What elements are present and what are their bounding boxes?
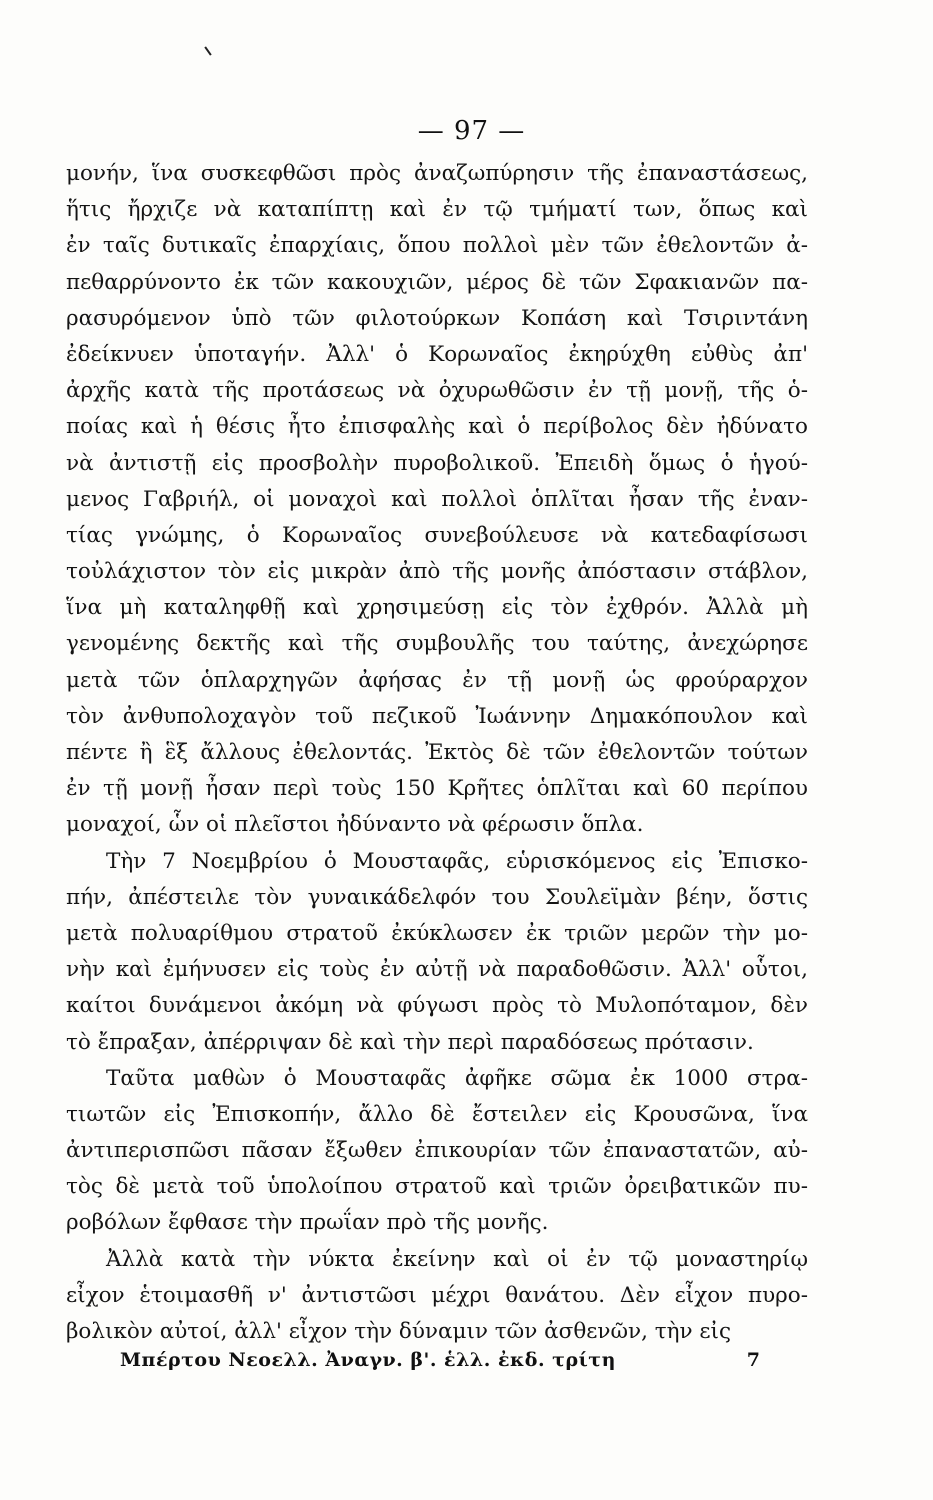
text-line: ἐδείκνυεν ὑποταγήν. Ἀλλ' ὁ Κορωναῖος ἐκηρύχθη εὐθὺς ἀπ'	[66, 341, 808, 367]
text-line: καίτοι δυνάμενοι ἀκόμη νὰ φύγωσι πρὸς τὸ Μυλοπόταμον, δὲν	[66, 993, 808, 1019]
text-line: τίας γνώμης, ὁ Κορωναῖος συνεβούλευσε νὰ κατεδαφίσωσι	[66, 522, 808, 548]
text-line: ἀρχῆς κατὰ τῆς προτάσεως νὰ ὀχυρωθῶσιν ἐν τῇ μονῇ, τῆς ὁ-	[66, 378, 808, 404]
text-line: ποίας καὶ ἡ θέσις ἦτο ἐπισφαλὴς καὶ ὁ περίβολος δὲν ἠδύνατο	[66, 414, 808, 440]
text-line: πήν, ἀπέστειλε τὸν γυναικάδελφόν του Σουλεϊμὰν βέην, ὅστις	[66, 884, 808, 910]
text-line: εἶχον ἑτοιμασθῆ ν' ἀντιστῶσι μέχρι θανάτου. Δὲν εἶχον πυρο-	[66, 1282, 808, 1308]
text-line: Τὴν 7 Νοεμβρίου ὁ Μουσταφᾶς, εὑρισκόμενος εἰς Ἐπισκο-	[106, 848, 808, 874]
text-line: βολικὸν αὐτοί, ἀλλ' εἶχον τὴν δύναμιν τῶν ἀσθενῶν, τὴν εἰς	[66, 1319, 732, 1344]
text-line: πέντε ἢ ἓξ ἄλλους ἐθελοντάς. Ἐκτὸς δὲ τῶν ἐθελοντῶν τούτων	[66, 740, 808, 765]
text-line: μενος Γαβριήλ, οἱ μοναχοὶ καὶ πολλοὶ ὁπλῖται ἦσαν τῆς ἐναν-	[66, 486, 808, 512]
paragraph	[66, 1061, 808, 1242]
text-line: Ταῦτα μαθὼν ὁ Μουσταφᾶς ἀφῆκε σῶμα ἐκ 1000 στρα-	[106, 1065, 808, 1091]
text-line: τὸ ἔπραξαν, ἀπέρριψαν δὲ καὶ τὴν περὶ παραδόσεως πρότασιν.	[66, 1029, 754, 1055]
text-line: πεθαρρύνοντο ἐκ τῶν κακουχιῶν, μέρος δὲ τῶν Σφακιανῶν πα-	[66, 269, 808, 295]
text-line: τιωτῶν εἰς Ἐπισκοπήν, ἄλλο δὲ ἔστειλεν εἰς Κρουσῶνα, ἵνα	[66, 1101, 808, 1127]
page-footer	[120, 1349, 760, 1371]
text-line: μετὰ πολυαρίθμου στρατοῦ ἐκύκλωσεν ἐκ τριῶν μερῶν τὴν μο-	[66, 920, 808, 946]
body-text	[66, 156, 808, 1350]
page-number: — 97 —	[417, 116, 526, 146]
paragraph	[66, 844, 808, 1061]
text-line: ἐν τῇ μονῇ ἦσαν περὶ τοὺς 150 Κρῆτες ὁπλῖται καὶ 60 περίπου	[66, 776, 808, 802]
text-line: ρασυρόμενον ὑπὸ τῶν φιλοτούρκων Κοπάση καὶ Τσιριντάνη	[66, 305, 808, 331]
text-line: Ἀλλὰ κατὰ τὴν νύκτα ἐκείνην καὶ οἱ ἐν τῷ μοναστηρίῳ	[106, 1246, 808, 1272]
text-line: ἐν ταῖς δυτικαῖς ἐπαρχίαις, ὅπου πολλοὶ μὲν τῶν ἐθελοντῶν ἀ-	[66, 233, 808, 259]
text-line: μοναχοί, ὧν οἱ πλεῖστοι ἠδύναντο νὰ φέρωσιν ὅπλα.	[66, 812, 644, 838]
text-line: ἀντιπερισπῶσι πᾶσαν ἔξωθεν ἐπικουρίαν τῶν ἐπαναστατῶν, αὐ-	[66, 1138, 808, 1164]
margin-mark	[204, 46, 211, 55]
text-line: μετὰ τῶν ὁπλαρχηγῶν ἀφήσας ἐν τῇ μονῇ ὡς φρούραρχον	[66, 667, 808, 693]
text-line: γενομένης δεκτῆς καὶ τῆς συμβουλῆς του ταύτης, ἀνεχώρησε	[66, 631, 808, 657]
text-line: τοὐλάχιστον τὸν εἰς μικρὰν ἀπὸ τῆς μονῆς ἀπόστασιν στάβλον,	[66, 559, 808, 585]
text-line: ροβόλων ἔφθασε τὴν πρωΐαν πρὸ τῆς μονῆς.	[66, 1210, 549, 1236]
sheet-number: 7	[746, 1349, 760, 1371]
text-line: νὴν καὶ ἐμήνυσεν εἰς τοὺς ἐν αὐτῇ νὰ παραδοθῶσιν. Ἀλλ' οὗτοι,	[66, 957, 808, 983]
text-line: μονήν, ἵνα συσκεφθῶσι πρὸς ἀναζωπύρησιν τῆς ἐπαναστάσεως,	[66, 161, 808, 186]
paragraph	[66, 1242, 808, 1351]
text-line: τὸν ἀνθυπολοχαγὸν τοῦ πεζικοῦ Ἰωάννην Δημακόπουλον καὶ	[66, 703, 808, 729]
text-line: ἥτις ἤρχιζε νὰ καταπίπτῃ καὶ ἐν τῷ τμήματί των, ὅπως καὶ	[66, 197, 808, 223]
text-line: ἵνα μὴ καταληφθῇ καὶ χρησιμεύσῃ εἰς τὸν ἐχθρόν. Ἀλλὰ μὴ	[66, 595, 808, 621]
printer-signature: Μπέρτου Νεοελλ. Ἀναγν. β'. ἑλλ. ἐκδ. τρίτη	[120, 1349, 616, 1371]
text-line: τὸς δὲ μετὰ τοῦ ὑπολοίπου στρατοῦ καὶ τριῶν ὀρειβατικῶν πυ-	[66, 1174, 808, 1200]
text-line: νὰ ἀντιστῇ εἰς προσβολὴν πυροβολικοῦ. Ἐπειδὴ ὅμως ὁ ἡγού-	[66, 450, 808, 476]
paragraph	[66, 156, 808, 844]
